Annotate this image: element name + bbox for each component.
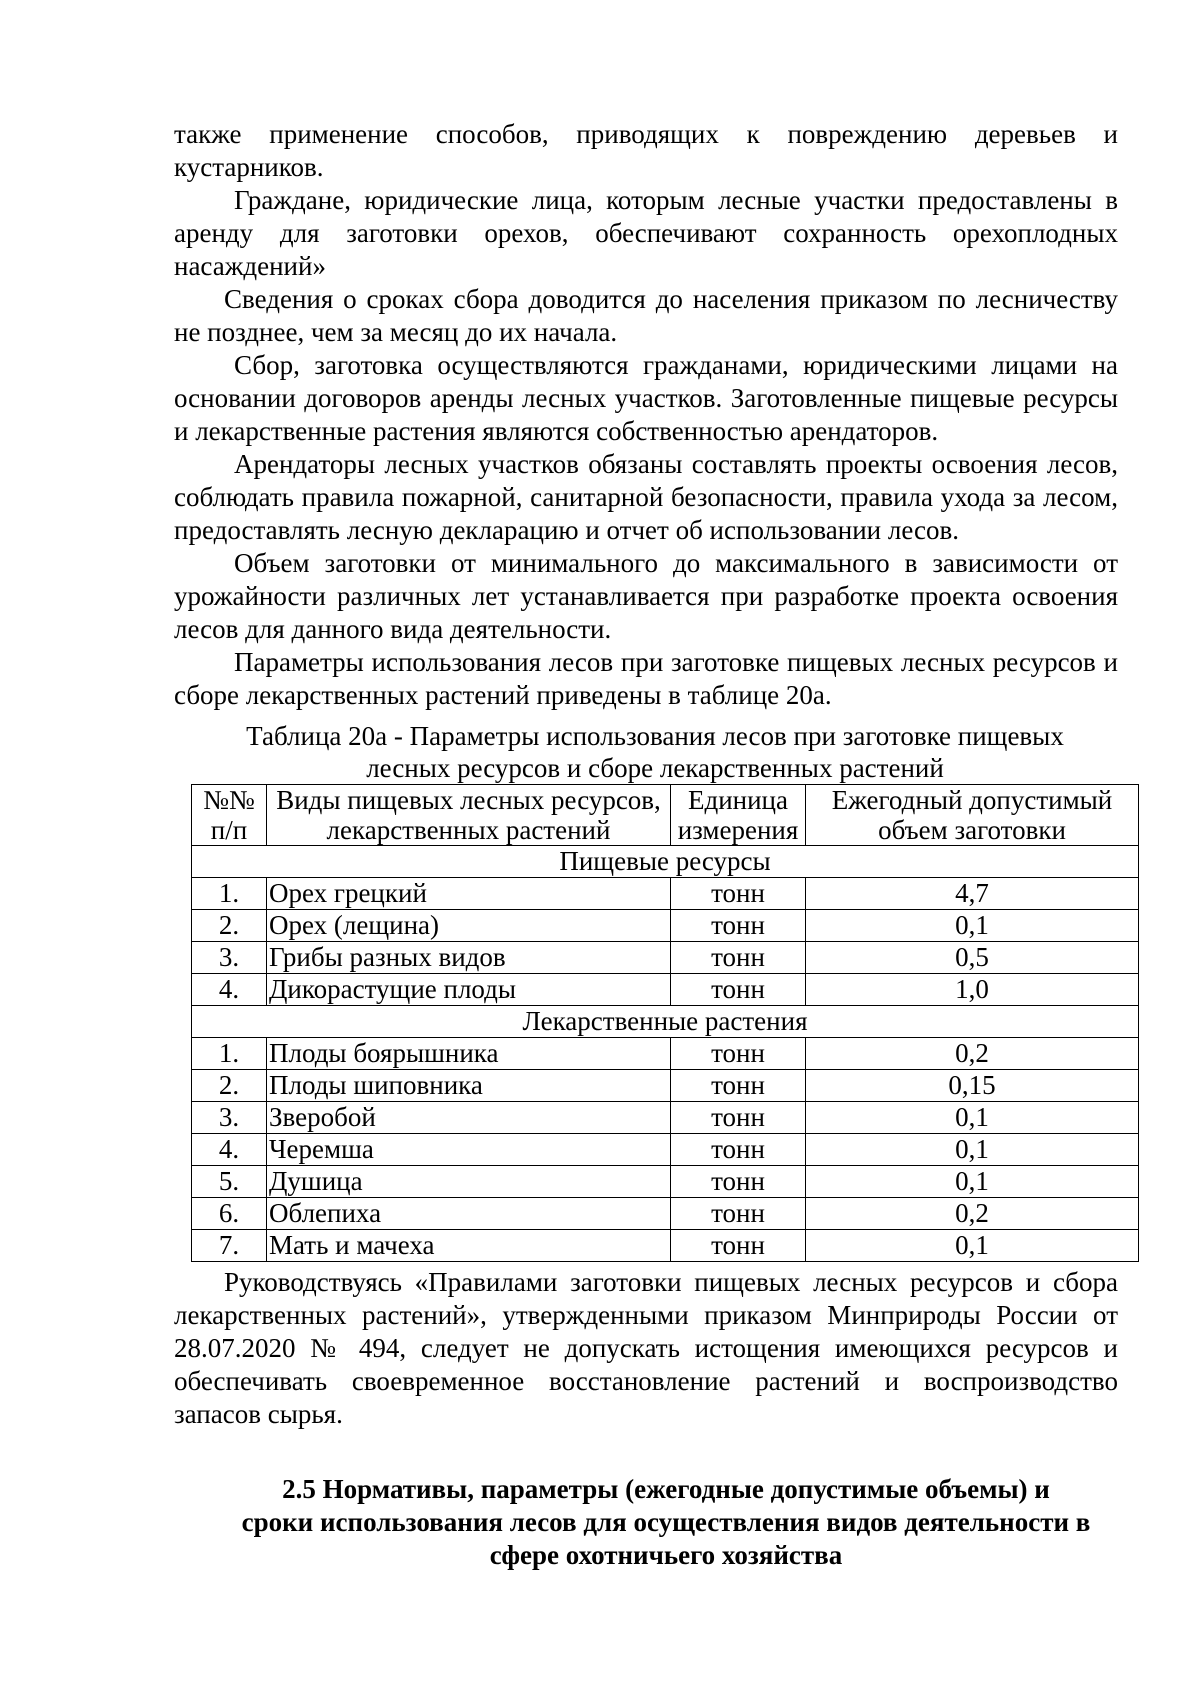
cell-unit: тонн	[671, 910, 806, 942]
paragraph-2: Граждане, юридические лица, которым лесные участки предоставлены в аренду для заготовки орехов, обеспечивают сохранность орехоплодных насаждений»	[174, 185, 1118, 281]
table-row	[192, 1102, 1139, 1134]
cell-name: Дикорастущие плоды	[267, 974, 671, 1006]
food-rows	[192, 878, 1139, 1006]
cell-num: 7.	[192, 1230, 267, 1262]
header-unit	[671, 785, 806, 846]
cell-name: Орех грецкий	[267, 878, 671, 910]
table-row	[192, 1134, 1139, 1166]
header-name-line1: Виды пищевых лесных ресурсов,	[276, 785, 661, 815]
section-title-medicinal: Лекарственные растения	[192, 1006, 1139, 1038]
cell-name: Душица	[267, 1166, 671, 1198]
paragraph-1: также применение способов, приводящих к повреждению деревьев и кустарников.	[174, 119, 1118, 182]
paragraph-6: Объем заготовки от минимального до максимального в зависимости от урожайности различных лет устанавливается при разработке проекта освоения лесов для данного вида деятельности.	[174, 548, 1118, 644]
cell-name: Зверобой	[267, 1102, 671, 1134]
cell-num: 3.	[192, 1102, 267, 1134]
cell-unit: тонн	[671, 974, 806, 1006]
cell-volume: 0,1	[806, 910, 1139, 942]
header-num-line1: №№	[203, 785, 255, 815]
section-heading	[174, 1473, 1118, 1572]
cell-num: 3.	[192, 942, 267, 974]
cell-unit: тонн	[671, 1166, 806, 1198]
cell-unit: тонн	[671, 1134, 806, 1166]
paragraph-7: Параметры использования лесов при заготовке пищевых лесных ресурсов и сборе лекарственных растений приведены в таблице 20а.	[174, 647, 1118, 710]
paragraph-4: Сбор, заготовка осуществляются гражданами, юридическими лицами на основании договоров аренды лесных участков. Заготовленные пищевые ресурсы и лекарственные растения являются собственностью арендаторов.	[174, 350, 1118, 446]
header-vol-line2: объем заготовки	[878, 815, 1066, 845]
cell-volume: 1,0	[806, 974, 1139, 1006]
table-row	[192, 942, 1139, 974]
cell-name: Мать и мачеха	[267, 1230, 671, 1262]
header-vol-line1: Ежегодный допустимый	[831, 785, 1113, 815]
section-heading-line1: 2.5 Нормативы, параметры (ежегодные допустимые объемы) и	[282, 1474, 1050, 1504]
cell-volume: 0,15	[806, 1070, 1139, 1102]
section-heading-line2: сроки использования лесов для осуществления видов деятельности в	[241, 1507, 1091, 1537]
table-row	[192, 1070, 1139, 1102]
cell-num: 2.	[192, 910, 267, 942]
cell-num: 5.	[192, 1166, 267, 1198]
cell-num: 1.	[192, 878, 267, 910]
header-num-line2: п/п	[210, 815, 248, 845]
cell-volume: 0,1	[806, 1230, 1139, 1262]
table-row	[192, 1166, 1139, 1198]
cell-volume: 0,2	[806, 1198, 1139, 1230]
cell-volume: 0,1	[806, 1166, 1139, 1198]
cell-volume: 0,1	[806, 1102, 1139, 1134]
medicinal-rows	[192, 1038, 1139, 1262]
cell-name: Плоды шиповника	[267, 1070, 671, 1102]
cell-volume: 0,2	[806, 1038, 1139, 1070]
cell-name: Черемша	[267, 1134, 671, 1166]
table-row	[192, 1198, 1139, 1230]
cell-num: 6.	[192, 1198, 267, 1230]
header-unit-line2: измерения	[677, 815, 799, 845]
section-row-food	[192, 846, 1139, 878]
table-row	[192, 1230, 1139, 1262]
cell-unit: тонн	[671, 878, 806, 910]
cell-name: Облепиха	[267, 1198, 671, 1230]
resources-table	[191, 784, 1139, 1262]
cell-unit: тонн	[671, 1102, 806, 1134]
cell-num: 4.	[192, 1134, 267, 1166]
cell-volume: 0,1	[806, 1134, 1139, 1166]
cell-unit: тонн	[671, 1038, 806, 1070]
cell-num: 4.	[192, 974, 267, 1006]
cell-name: Орех (лещина)	[267, 910, 671, 942]
paragraph-8: Руководствуясь «Правилами заготовки пищевых лесных ресурсов и сбора лекарственных растений», утвержденными приказом Минприроды России от 28.07.2020 № 494, следует не допускать истощения имеющихся ресурсов и обеспечивать своевременное восстановление растений и воспроизводство запасов сырья.	[174, 1267, 1118, 1429]
section-row-medicinal	[192, 1006, 1139, 1038]
header-name	[267, 785, 671, 846]
header-unit-line1: Единица	[687, 785, 788, 815]
cell-unit: тонн	[671, 1198, 806, 1230]
cell-unit: тонн	[671, 1070, 806, 1102]
table-caption	[174, 720, 1118, 784]
header-num	[192, 785, 267, 846]
cell-volume: 0,5	[806, 942, 1139, 974]
section-heading-line3: сфере охотничьего хозяйства	[489, 1540, 843, 1570]
table-row	[192, 878, 1139, 910]
table-header-row	[192, 785, 1139, 846]
cell-num: 2.	[192, 1070, 267, 1102]
header-name-line2: лекарственных растений	[326, 815, 611, 845]
cell-name: Грибы разных видов	[267, 942, 671, 974]
document-page	[174, 118, 1118, 1572]
paragraph-3: Сведения о сроках сбора доводится до населения приказом по лесничеству не позднее, чем за месяц до их начала.	[174, 284, 1118, 347]
cell-volume: 4,7	[806, 878, 1139, 910]
table-caption-line2: лесных ресурсов и сборе лекарственных растений	[366, 753, 944, 783]
cell-name: Плоды боярышника	[267, 1038, 671, 1070]
cell-num: 1.	[192, 1038, 267, 1070]
table-row	[192, 1038, 1139, 1070]
table-caption-line1: Таблица 20а - Параметры использования лесов при заготовке пищевых	[246, 721, 1064, 751]
table-row	[192, 974, 1139, 1006]
section-title-food: Пищевые ресурсы	[192, 846, 1139, 878]
paragraph-5: Арендаторы лесных участков обязаны составлять проекты освоения лесов, соблюдать правила пожарной, санитарной безопасности, правила ухода за лесом, предоставлять лесную декларацию и отчет об использовании лесов.	[174, 449, 1118, 545]
header-vol	[806, 785, 1139, 846]
cell-unit: тонн	[671, 1230, 806, 1262]
table-row	[192, 910, 1139, 942]
cell-unit: тонн	[671, 942, 806, 974]
